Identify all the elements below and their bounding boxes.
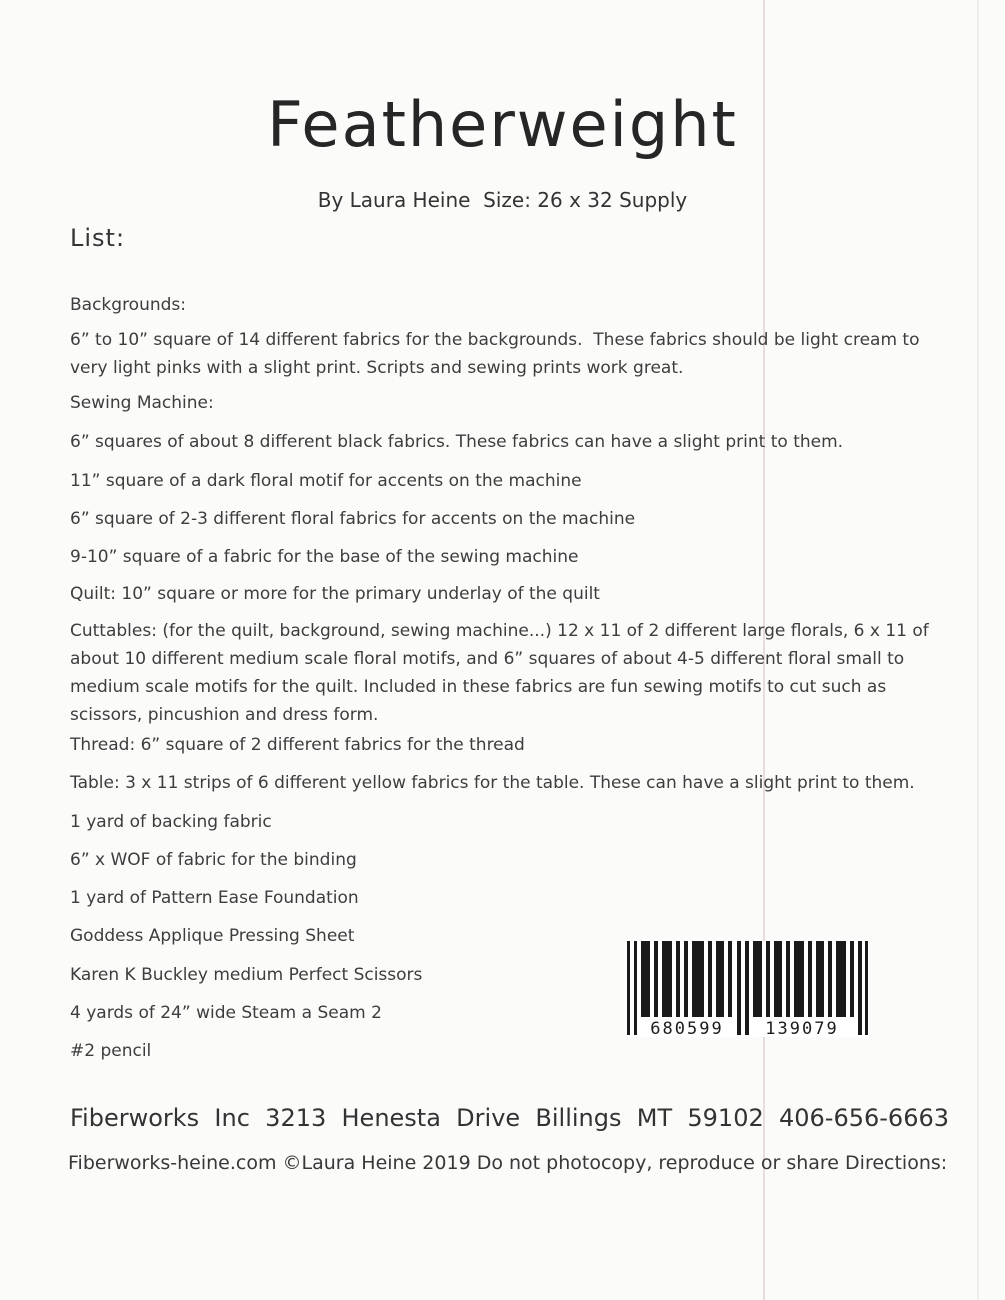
list-line: 6” square of 2-3 different floral fabrics for accents on the machine bbox=[70, 509, 636, 529]
page-title: Featherweight bbox=[267, 88, 738, 161]
barcode-right-digits: 139079 bbox=[765, 1019, 839, 1037]
list-line: Quilt: 10” square or more for the primary underlay of the quilt bbox=[70, 584, 600, 604]
footer-copyright: Fiberworks-heine.com ©Laura Heine 2019 Do not photocopy, reproduce or share Directions: bbox=[68, 1152, 948, 1174]
list-line: #2 pencil bbox=[70, 1041, 152, 1061]
list-line: 6” squares of about 8 different black fabrics. These fabrics can have a slight print to them. bbox=[70, 432, 844, 452]
list-line: 1 yard of backing fabric bbox=[70, 812, 272, 832]
list-line: 1 yard of Pattern Ease Foundation bbox=[70, 888, 359, 908]
list-line: 9-10” square of a fabric for the base of the sewing machine bbox=[70, 547, 579, 567]
list-line: Goddess Applique Pressing Sheet bbox=[70, 926, 355, 946]
list-line: 11” square of a dark floral motif for accents on the machine bbox=[70, 471, 582, 491]
barcode-bars bbox=[627, 941, 869, 1037]
section-heading-sewing-machine: Sewing Machine: bbox=[70, 393, 214, 413]
barcode-left-digits: 680599 bbox=[650, 1019, 724, 1037]
list-line: 6” to 10” square of 14 different fabrics for the backgrounds. These fabrics should be light cream to very light pinks with a slight print. Scripts and sewing prints work great. bbox=[70, 330, 925, 378]
barcode bbox=[627, 941, 869, 1037]
footer-address: Fiberworks Inc 3213 Henesta Drive Billings MT 59102 406-656-6663 bbox=[70, 1104, 950, 1132]
list-line: 6” x WOF of fabric for the binding bbox=[70, 850, 357, 870]
list-heading: List: bbox=[70, 224, 126, 252]
list-line: Table: 3 x 11 strips of 6 different yellow fabrics for the table. These can have a slight print to them. bbox=[70, 773, 915, 793]
list-line: Thread: 6” square of 2 different fabrics for the thread bbox=[70, 735, 525, 755]
byline: By Laura Heine Size: 26 x 32 Supply bbox=[317, 188, 688, 212]
list-line: Karen K Buckley medium Perfect Scissors bbox=[70, 965, 423, 985]
list-line-cuttables: Cuttables: (for the quilt, background, sewing machine...) 12 x 11 of 2 different large florals, 6 x 11 of about 10 different medium scale floral motifs, and 6” squares of about 4-5 different floral small to medium scale motifs for the quilt. Included in these fabrics are fun sewing motifs to cut such as scissors, pincushion and dress form. bbox=[70, 621, 935, 725]
section-heading-backgrounds: Backgrounds: bbox=[70, 295, 187, 315]
list-line: 4 yards of 24” wide Steam a Seam 2 bbox=[70, 1003, 382, 1023]
